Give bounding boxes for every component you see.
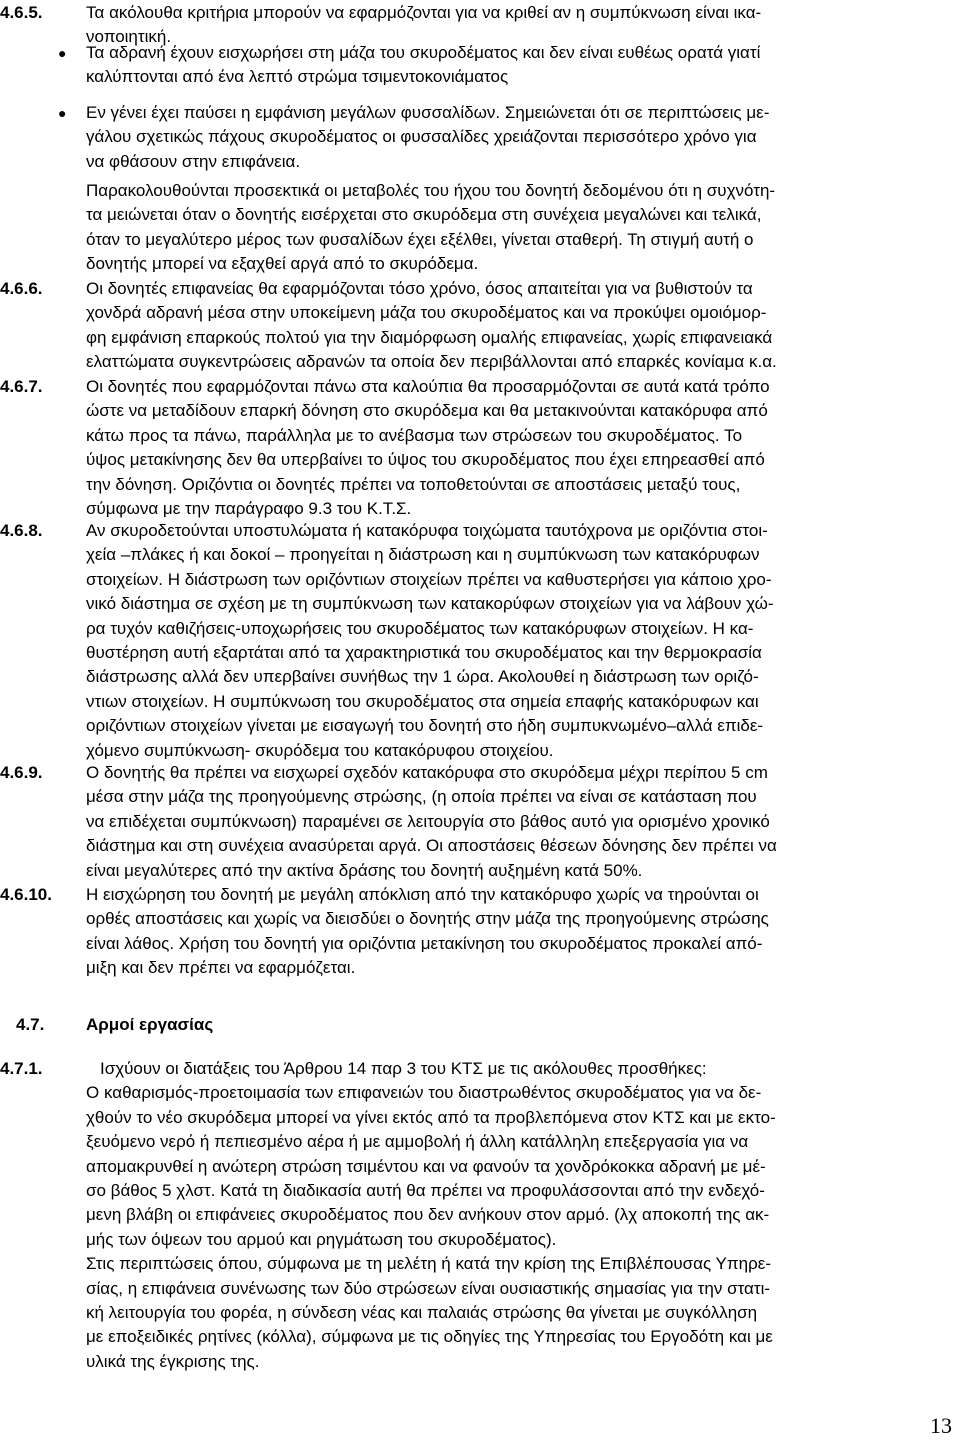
- paragraph-line: ελαττώματα συγκεντρώσεις αδρανών τα οποία δεν περιβάλλονται από επαρκές κονίαμα κ.α.: [86, 352, 777, 372]
- paragraph-line: ύψος μετακίνησης δεν θα υπερβαίνει το ύψος του σκυροδέματος που έχει επηρεασθεί από: [86, 450, 765, 470]
- paragraph-line: ώστε να μεταδίδουν επαρκή δόνηση στο σκυρόδεμα και θα μετακινούνται κατακόρυφα από: [86, 401, 768, 421]
- paragraph-line: να φθάσουν στην επιφάνεια.: [86, 151, 301, 171]
- paragraph-line: Οι δονητές που εφαρμόζονται πάνω στα καλούπια θα προσαρμόζονται σε αυτά κατά τρόπο: [86, 377, 770, 396]
- paragraph-line: είναι λάθος. Χρήση του δονητή για οριζόντια μετακίνηση του σκυροδέματος προκαλεί από-: [86, 933, 763, 953]
- paragraph-line: να επιδέχεται συμπύκνωση) παραμένει σε λειτουργία στο βάθος αυτό για ορισμένο χρονικό: [86, 811, 770, 831]
- section-number: 4.7.: [16, 1015, 45, 1034]
- paragraph-line: την δόνηση. Οριζόντια οι δονητές πρέπει να τοποθετούνται σε αποστάσεις μεταξύ τους,: [86, 474, 741, 494]
- paragraph-line: όταν το μεγαλύτερο μέρος των φυσαλίδων έχει εξέλθει, γίνεται σταθερή. Τη στιγμή αυτή ο: [86, 229, 754, 249]
- item-number: 4.6.8.: [0, 521, 43, 540]
- paragraph-line: διάστρωσης αλλά δεν υπερβαίνει συνήθως την 1 ώρα. Ακολουθεί η διάστρωση των οριζό-: [86, 667, 759, 687]
- paragraph-line: Στις περιπτώσεις όπου, σύμφωνα με τη μελέτη ή κατά την κρίση της Επιβλέπουσας Υπηρε-: [86, 1254, 771, 1274]
- paragraph-line: ντιων στοιχείων. Η συμπύκνωση του σκυροδέματος στα σημεία επαφής κατακόρυφων και: [86, 691, 759, 711]
- paragraph-line: Παρακολουθούνται προσεκτικά οι μεταβολές του ήχου του δονητή δεδομένου ότι η συχνότη-: [86, 181, 776, 200]
- item-number: 4.6.10.: [0, 885, 52, 904]
- section-title: Αρμοί εργασίας: [86, 1015, 214, 1034]
- item-number: 4.6.7.: [0, 377, 43, 396]
- paragraph-line: φη εμφάνιση επαρκούς πολτού για την διαμόρφωση ομαλής επιφανείας, χωρίς επιφανειακά: [86, 327, 773, 347]
- paragraph-line: Ο καθαρισμός-προετοιμασία των επιφανειών του διαστρωθέντος σκυροδέματος για να δε-: [86, 1083, 762, 1103]
- paragraph-line: Εν γένει έχει παύσει η εμφάνιση μεγάλων φυσσαλίδων. Σημειώνεται ότι σε περιπτώσεις με-: [86, 103, 770, 122]
- paragraph-line: χθούν το νέο σκυρόδεμα μπορεί να γίνει εκτός από τα προβλεπόμενα στον ΚΤΣ και με εκτο-: [86, 1107, 776, 1127]
- item-number: 4.6.5.: [0, 3, 43, 22]
- paragraph-line: διάστημα και στη συνέχεια ανασύρεται αργά. Οι αποστάσεις θέσεων δόνησης δεν πρέπει να: [86, 836, 777, 856]
- paragraph-line: χονδρά αδρανή μέσα στην υποκείμενη μάζα του σκυροδέματος και να προκύψει ομοιόμορ-: [86, 303, 767, 323]
- paragraph-line: σο βάθος 5 χλστ. Κατά τη διαδικασία αυτή θα πρέπει να προφυλάσσονται από την ενδεχό-: [86, 1181, 765, 1200]
- item-number: 4.6.9.: [0, 763, 43, 782]
- bullet-icon: ●: [58, 45, 67, 61]
- paragraph-line: ξευόμενο νερό ή πεπιεσμένο αέρα ή με αμμοβολή ή άλλη κατάλληλη επεξεργασία για να: [86, 1132, 749, 1152]
- paragraph-line: μιξη και δεν πρέπει να εφαρμόζεται.: [86, 958, 356, 978]
- paragraph-line: ορθές αποστάσεις και χωρίς να διεισδύει ο δονητής στην μάζα της προηγούμενης στρώσης: [86, 909, 769, 929]
- paragraph-line: μής των όψεων του αρμού και ρηγμάτωση του σκυροδέματος).: [86, 1229, 557, 1249]
- paragraph-line: είναι μεγαλύτερες από την ακτίνα δράσης του δονητή αυξημένη κατά 50%.: [86, 860, 643, 880]
- paragraph-line: σίας, η επιφάνεια συνένωσης των δύο στρώσεων είναι ουσιαστικής σημασίας για την στατι-: [86, 1278, 771, 1298]
- paragraph-line: στοιχείων. Η διάστρωση των οριζόντιων στοιχείων πρέπει να καθυστερήσει για κάποιο χρο-: [86, 569, 772, 589]
- paragraph-line: χόμενο συμπύκνωση- σκυρόδεμα του κατακόρυφου στοιχείου.: [86, 740, 554, 760]
- paragraph-line: δονητής μπορεί να εξαχθεί αργά από το σκυρόδεμα.: [86, 254, 479, 274]
- paragraph-line: Η εισχώρηση του δονητή με μεγάλη απόκλιση από την κατακόρυφο χωρίς να τηρούνται οι: [86, 885, 759, 904]
- paragraph-line: Οι δονητές επιφανείας θα εφαρμόζονται τόσο χρόνο, όσος απαιτείται για να βυθιστούν τα: [86, 279, 753, 298]
- paragraph-line: μέσα στην μάζα της προηγούμενης στρώσης, (η οποία πρέπει να είναι σε κατάσταση που: [86, 787, 757, 807]
- paragraph-line: Ο δονητής θα πρέπει να εισχωρεί σχεδόν κατακόρυφα στο σκυρόδεμα μέχρι περίπου 5 cm: [86, 763, 768, 782]
- paragraph-line: χεία –πλάκες ή και δοκοί – προηγείται η διάστρωση και η συμπύκνωση των κατακόρυφων: [86, 545, 760, 565]
- paragraph-line: νοποιητική.: [86, 27, 172, 47]
- paragraph-line: απομακρυνθεί η ανώτερη στρώση τσιμέντου και να φανούν τα χονδρόκοκκα αδρανή με μέ-: [86, 1156, 766, 1176]
- paragraph-line: τα μειώνεται όταν ο δονητής εισέρχεται στο σκυρόδεμα στη συνέχεια μεγαλώνει και τελικά,: [86, 205, 762, 225]
- paragraph-line: σύμφωνα με την παράγραφο 9.3 του Κ.Τ.Σ.: [86, 499, 412, 518]
- paragraph-line: κάτω προς τα πάνω, παράλληλα με το ανέβασμα των στρώσεων του σκυροδέματος. Το: [86, 425, 743, 445]
- paragraph-line: υλικά της έγκρισης της.: [86, 1351, 260, 1371]
- paragraph-line: Ισχύουν οι διατάξεις του Άρθρου 14 παρ 3 του ΚΤΣ με τις ακόλουθες προσθήκες:: [100, 1059, 707, 1078]
- paragraph-line: Τα ακόλουθα κριτήρια μπορούν να εφαρμόζονται για να κριθεί αν η συμπύκνωση είναι ικα-: [86, 3, 762, 22]
- item-number: 4.7.1.: [0, 1059, 43, 1078]
- paragraph-line: καλύπτονται από ένα λεπτό στρώμα τσιμεντοκονιάματος: [86, 67, 509, 87]
- paragraph-line: μενη βλάβη οι επιφάνειες σκυροδέματος που δεν ανήκουν στον αρμό. (λχ αποκοπή της ακ-: [86, 1205, 770, 1225]
- paragraph-line: γάλου σχετικώς πάχους σκυροδέματος οι φυσσαλίδες χρειάζονται περισσότερο χρόνο για: [86, 127, 757, 147]
- paragraph-line: Αν σκυροδετούνται υποστυλώματα ή κατακόρυφα τοιχώματα ταυτόχρονα με οριζόντια στοι-: [86, 521, 768, 540]
- bullet-icon: ●: [58, 105, 67, 121]
- item-number: 4.6.6.: [0, 279, 43, 298]
- paragraph-line: οριζόντιων στοιχείων γίνεται με εισαγωγή του δονητή στο ήδη συμπυκνωμένο–αλλά επιδε-: [86, 716, 764, 736]
- paragraph-line: Τα αδρανή έχουν εισχωρήσει στη μάζα του σκυροδέματος και δεν είναι ευθέως ορατά γιατί: [86, 43, 761, 62]
- page-number: 13: [930, 1413, 952, 1438]
- paragraph-line: νικό διάστημα σε σχέση με τη συμπύκνωση των κατακορύφων στοιχείων για να λάβουν χώ-: [86, 594, 774, 614]
- paragraph-line: με εποξειδικές ρητίνες (κόλλα), σύμφωνα με τις οδηγίες της Υπηρεσίας του Εργοδότη και με: [86, 1327, 773, 1347]
- paragraph-line: κή λειτουργία του φορέα, η σύνδεση νέας και παλαιάς στρώσης θα γίνεται με συγκόλληση: [86, 1303, 758, 1322]
- paragraph-line: θυστέρηση αυτή εξαρτάται από τα χαρακτηριστικά του σκυροδέματος και την θερμοκρασία: [86, 643, 762, 662]
- paragraph-line: ρα τυχόν καθιζήσεις-υποχωρήσεις του σκυροδέματος των κατακόρυφων στοιχείων. Η κα-: [86, 618, 754, 638]
